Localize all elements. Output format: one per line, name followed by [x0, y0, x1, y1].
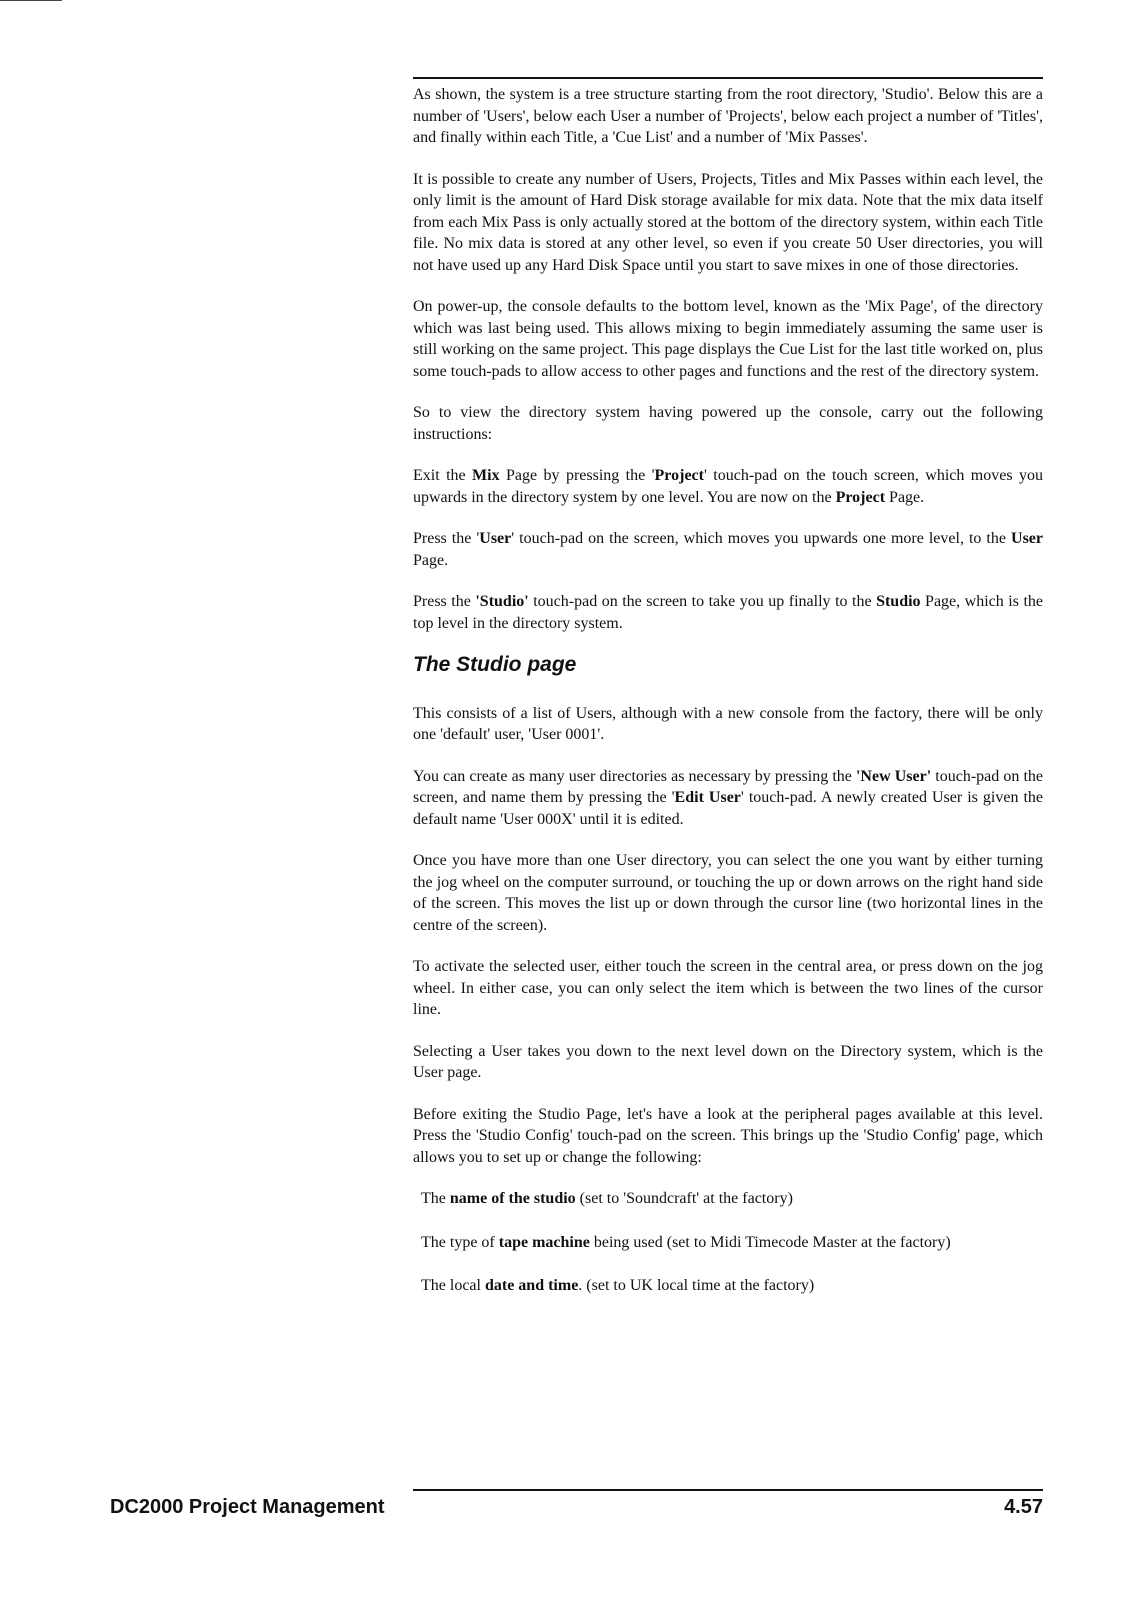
- page-body: [413, 84, 1043, 1319]
- section-paragraph-2: You can create as many user directories as necessary by pressing the 'New User' touch-pad on the screen, and name them by pressing the 'Edit User' touch-pad. A newly created User is given the default name 'User 000X' until it is edited.: [413, 767, 1044, 828]
- page-number: 4.57: [1004, 1496, 1043, 1518]
- section-paragraph-3: Once you have more than one User directory, you can select the one you want by either turning the jog wheel on the computer surround, or touching the up or down arrows on the right hand side of the screen. This moves the list up or down through the cursor line (two horizontal lines in the centre of the screen).: [413, 852, 1043, 934]
- corner-rule: [0, 0, 62, 1]
- footer-title: DC2000 Project Management: [110, 1496, 385, 1518]
- config-item-studio-name: The name of the studio (set to 'Soundcraft' at the factory): [421, 1190, 793, 1207]
- section-paragraph-6: Before exiting the Studio Page, let's have a look at the peripheral pages available at this level. Press the 'Studio Config' touch-pad on the screen. This brings up the 'Studio Config' page, which allows you to set up or change the following:: [413, 1105, 1043, 1166]
- section-paragraph-1: This consists of a list of Users, although with a new console from the factory, there will be only one 'default' user, 'User 0001'.: [413, 704, 1043, 743]
- step-1: Exit the Mix Page by pressing the 'Project' touch-pad on the touch screen, which moves you upwards in the directory system by one level. You are now on the Project Page.: [413, 467, 1043, 506]
- top-rule: [413, 77, 1043, 79]
- step-2: Press the 'User' touch-pad on the screen, which moves you upwards one more level, to the User Page.: [413, 530, 1043, 569]
- config-item-tape-machine: The type of tape machine being used (set to Midi Timecode Master at the factory): [421, 1233, 951, 1251]
- config-item-date-time: The local date and time. (set to UK local time at the factory): [421, 1277, 815, 1294]
- bottom-rule: [413, 1489, 1043, 1491]
- intro-paragraph-4: So to view the directory system having powered up the console, carry out the following instructions:: [413, 404, 1043, 443]
- section-paragraph-5: Selecting a User takes you down to the next level down on the Directory system, which is the User page.: [413, 1042, 1043, 1081]
- intro-paragraph-1: As shown, the system is a tree structure starting from the root directory, 'Studio'. Below this are a number of 'Users', below each User a number of 'Projects', below each project a number of 'Titles', and finally within each Title, a 'Cue List' and a number of 'Mix Passes'.: [413, 86, 1043, 146]
- section-heading: The Studio page: [413, 653, 577, 676]
- intro-paragraph-2: It is possible to create any number of Users, Projects, Titles and Mix Passes within each level, the only limit is the amount of Hard Disk storage available for mix data. Note that the mix data itself from each Mix Pass is only actually stored at the bottom of the directory system, within each Title file. No mix data is stored at any other level, so even if you create 50 User directories, you will not have used up any Hard Disk Space until you start to save mixes in one of those directories.: [413, 170, 1043, 274]
- intro-paragraph-3: On power-up, the console defaults to the bottom level, known as the 'Mix Page', of the directory which was last being used. This allows mixing to begin immediately assuming the same user is still working on the same project. This page displays the Cue List for the last title worked on, plus some touch-pads to allow access to other pages and functions and the rest of the directory system.: [413, 298, 1043, 380]
- section-paragraph-4: To activate the selected user, either touch the screen in the central area, or press down on the jog wheel. In either case, you can only select the item which is between the two lines of the cursor line.: [413, 958, 1043, 1018]
- step-3: Press the 'Studio' touch-pad on the screen to take you up finally to the Studio Page, which is the top level in the directory system.: [413, 593, 1044, 632]
